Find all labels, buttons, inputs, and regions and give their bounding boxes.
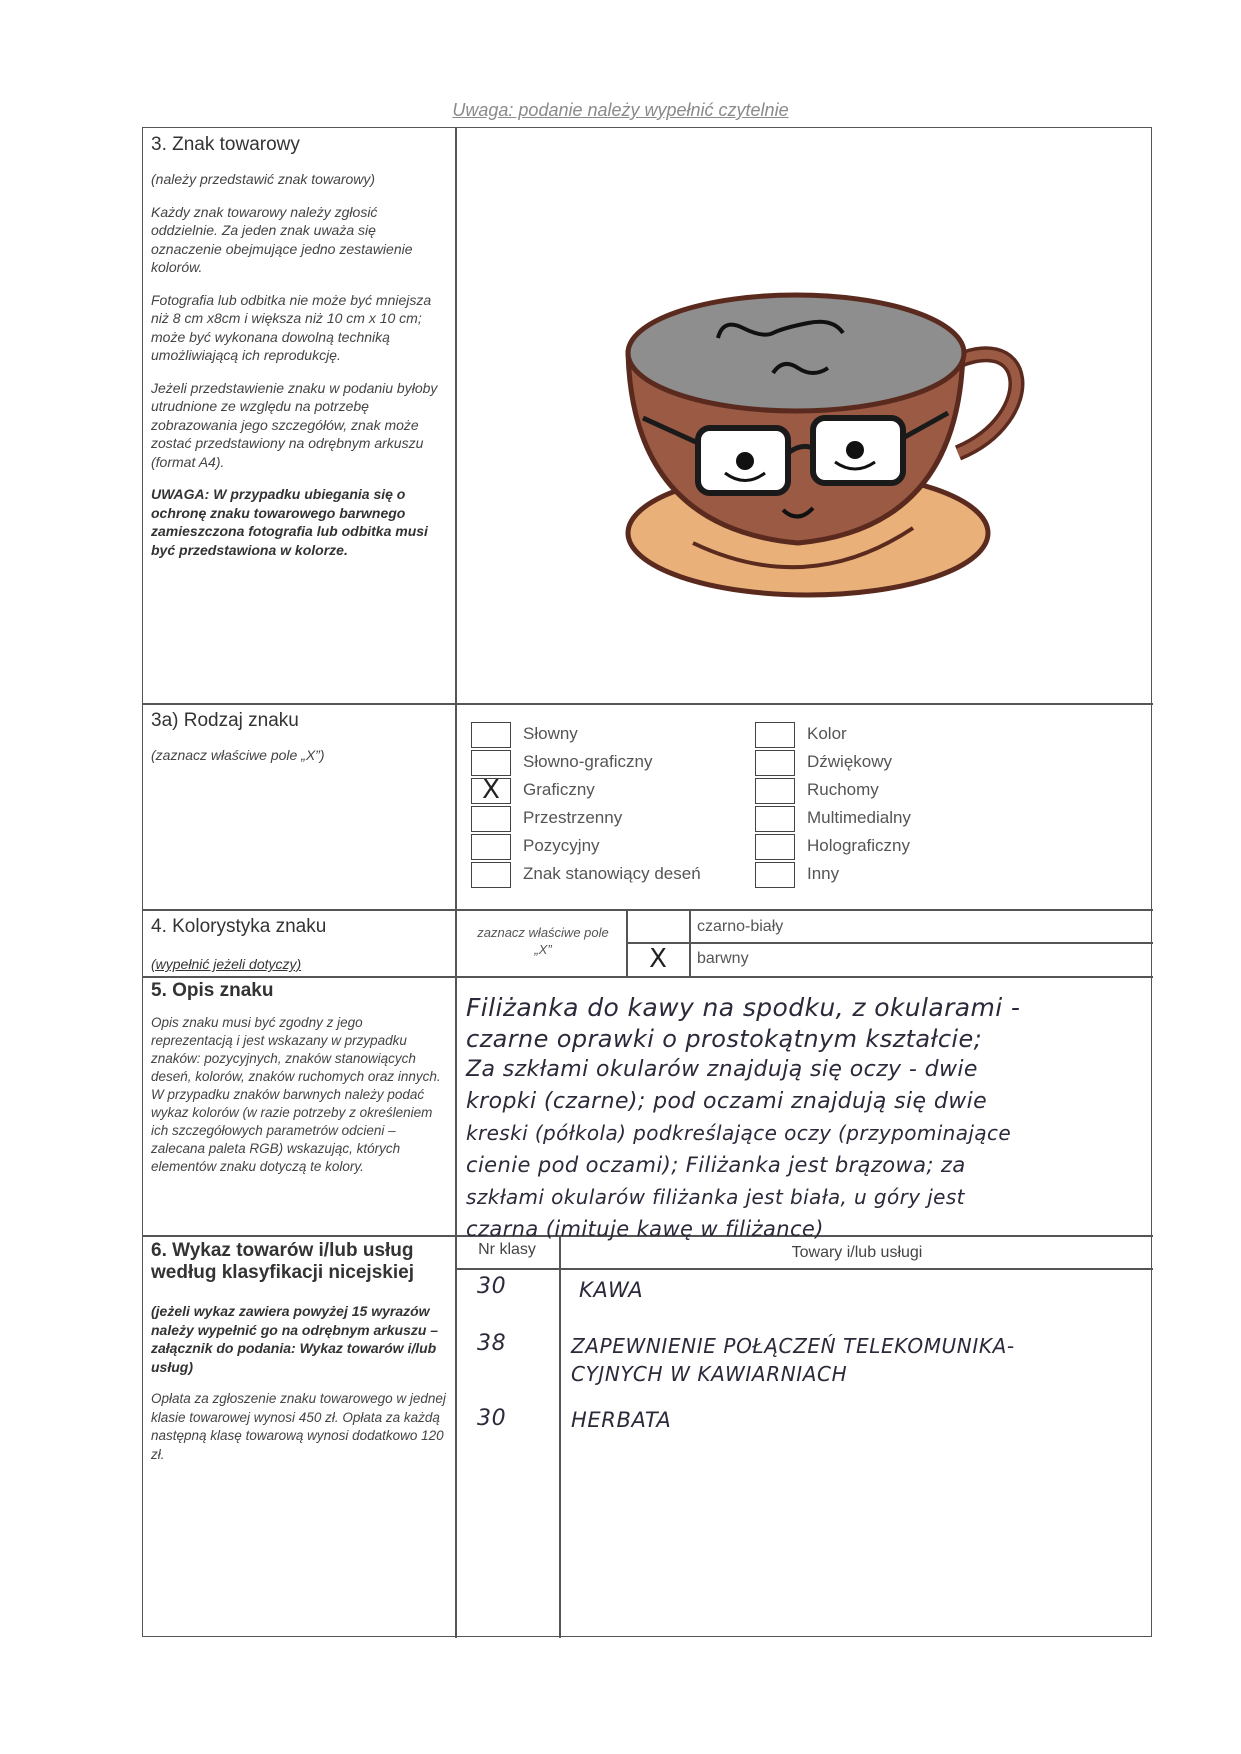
col-header-class: Nr klasy (478, 1241, 536, 1258)
section-6-title: 6. Wykaz towarów i/lub usług według klasyfikacji nicejskiej (151, 1240, 414, 1283)
right-eye (846, 441, 864, 459)
description-line-1: Filiżanka do kawy na spodku, z okularami - (466, 993, 1021, 1022)
s6-class-divider (559, 1235, 561, 1638)
section-6-note: (jeżeli wykaz zawiera powyżej 15 wyrazów należy wypełnić go na odrębnym arkuszu – załącznik do podania: Wykaz towarów i/lub usług) (151, 1303, 439, 1375)
checkbox-slowny[interactable] (471, 722, 511, 748)
description-line-5: kreski (półkola) podkreślające oczy (przypominające (466, 1121, 1012, 1145)
row-2-class: 38 (477, 1331, 507, 1356)
checkbox-dzwiekowy[interactable] (755, 750, 795, 776)
label-desen: Znak stanowiący deseń (523, 864, 701, 883)
section-3a-title: 3a) Rodzaj znaku (151, 710, 299, 731)
label-pozycyjny: Pozycyjny (523, 836, 600, 855)
description-line-4: kropki (czarne); pod oczami znajdują się dwie (466, 1089, 988, 1114)
label-barwny: barwny (697, 950, 749, 967)
coffee-surface (628, 295, 964, 411)
label-graficzny: Graficzny (523, 780, 595, 799)
row-3-goods: HERBATA (571, 1408, 672, 1432)
row-divider-5 (143, 976, 1153, 978)
row-2-goods: ZAPEWNIENIE POŁĄCZEŃ TELEKOMUNIKA- (571, 1334, 1015, 1358)
section-6-fee: Opłata za zgłoszenie znaku towarowego w jednej klasie towarowej wynosi 450 zł. Opłata za każdą następną klasę towarową wynosi dodatkowo 120 zł. (151, 1391, 446, 1462)
label-multimedialny: Multimedialny (807, 808, 911, 827)
section-5-title: 5. Opis znaku (151, 980, 274, 1001)
checkbox-czarno-bialy[interactable] (628, 911, 688, 942)
section-3-text-3: Jeżeli przedstawienie znaku w podaniu byłoby utrudnione ze względu na potrzebę zobrazowania jego szczegółów, znak może zostać przedstawiony na odrębnym arkuszu (format A4). (151, 379, 438, 470)
label-holograficzny: Holograficzny (807, 836, 910, 855)
section-3-warning: UWAGA: W przypadku ubiegania się o ochronę znaku towarowego barwnego zamieszczona fotografia lub odbitka musi być przedstawiona w kolorze. (151, 486, 428, 558)
section-4-subtitle: (wypełnić jeżeli dotyczy) (151, 956, 302, 972)
section-3-title: 3. Znak towarowy (151, 134, 300, 155)
trademark-application-form (142, 127, 1152, 1637)
section-3-label (151, 134, 446, 573)
section-3-subtitle: (należy przedstawić znak towarowy) (151, 171, 376, 187)
checkbox-przestrzenny[interactable] (471, 806, 511, 832)
description-line-2: czarne oprawki o prostokątnym kształcie; (466, 1025, 983, 1053)
row-divider-3a (143, 703, 1153, 705)
checkbox-pozycyjny[interactable] (471, 834, 511, 860)
section-4-title: 4. Kolorystyka znaku (151, 916, 327, 937)
description-line-6: cienie pod oczami); Filiżanka jest brązowa; za (466, 1153, 966, 1177)
checkbox-holograficzny[interactable] (755, 834, 795, 860)
checkbox-desen[interactable] (471, 862, 511, 888)
trademark-image-cup (613, 278, 1053, 638)
section-3-text-1: Każdy znak towarowy należy zgłosić oddzielnie. Za jeden znak uważa się oznaczenie obejmujące jedno zestawienie kolorów. (151, 203, 413, 275)
checkbox-multimedialny[interactable] (755, 806, 795, 832)
checkbox-graficzny[interactable]: X (471, 778, 511, 804)
description-line-7: szkłami okularów filiżanka jest biała, u góry jest (466, 1185, 965, 1209)
label-inny: Inny (807, 864, 840, 883)
label-ruchomy: Ruchomy (807, 780, 879, 799)
left-eye (736, 452, 754, 470)
label-slowny: Słowny (523, 724, 578, 743)
section-5-help: Opis znaku musi być zgodny z jego reprezentacją i jest wskazany w przypadku znaków: pozycyjnych, znaków stanowiących deseń, kolorów, znaków ruchomych oraz innych. W przypadku znaków barwnych należy podać wykaz kolorów (w razie potrzeby z określeniem ich szczegółowych parametrów odcieni – zalecana paleta RGB) wskazując, których elementów znaku dotyczą te kolory. (151, 1015, 441, 1174)
section-3a-label (151, 710, 446, 779)
description-line-8: czarna (imituje kawę w filiżance) (466, 1217, 824, 1241)
col-header-goods: Towary i/lub usługi (791, 1244, 923, 1261)
label-czarno-bialy: czarno-biały (697, 918, 784, 935)
section-6-label (151, 1240, 446, 1478)
column-divider (455, 128, 457, 1638)
row-3-class: 30 (477, 1406, 507, 1431)
label-przestrzenny: Przestrzenny (523, 808, 623, 827)
row-2-goods-cont: CYJNYCH W KAWIARNIACH (571, 1362, 848, 1386)
checkbox-slowno-graficzny[interactable] (471, 750, 511, 776)
checkbox-ruchomy[interactable] (755, 778, 795, 804)
row-1-goods: KAWA (579, 1278, 644, 1302)
checkbox-barwny[interactable]: X (649, 944, 667, 974)
label-dzwiekowy: Dźwiękowy (807, 752, 893, 771)
fill-legibly-notice: Uwaga: podanie należy wypełnić czytelnie (452, 100, 789, 120)
section-5-label (151, 980, 446, 1190)
section-3-text-2: Fotografia lub odbitka nie może być mniejsza niż 8 cm x8cm i większa niż 10 cm x 10 cm; może być wykonana dowolną techniką umożliwiającą ich reprodukcję. (151, 291, 432, 363)
description-line-3: Za szkłami okularów znajdują się oczy - dwie (466, 1057, 978, 1082)
checkbox-kolor[interactable] (755, 722, 795, 748)
section-3a-subtitle: (zaznacz właściwe pole „X”) (151, 747, 325, 763)
label-kolor: Kolor (807, 724, 847, 743)
s4-divider-row (626, 942, 1153, 944)
row-1-class: 30 (477, 1274, 507, 1299)
checkbox-inny[interactable] (755, 862, 795, 888)
section-4-instruction: zaznacz właściwe pole „X” (477, 925, 609, 957)
label-slowno-graficzny: Słowno-graficzny (523, 752, 653, 771)
